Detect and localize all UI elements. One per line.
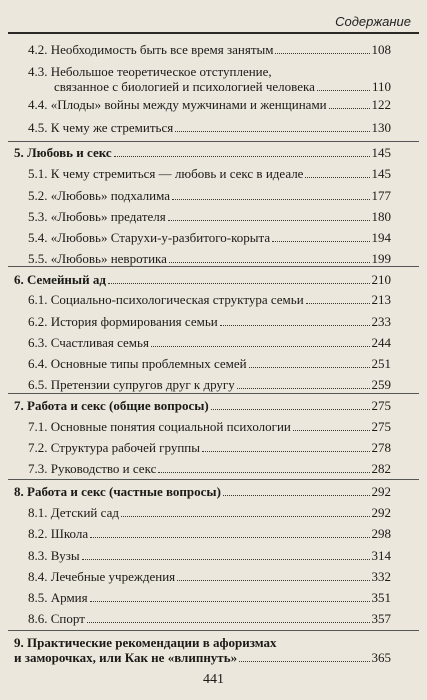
toc-page: 145	[371, 145, 391, 160]
toc-entry	[28, 230, 391, 245]
toc-chapter	[14, 398, 391, 413]
toc-page: 275	[371, 419, 391, 434]
toc-number: 5.5.	[28, 251, 48, 266]
toc-page: 298	[371, 526, 391, 541]
toc-page: 110	[371, 79, 391, 94]
toc-number: 4.5.	[28, 120, 48, 135]
toc-title-line1: Небольшое теоретическое отступление,	[50, 64, 272, 79]
toc-number: 6.	[14, 272, 24, 287]
toc-title: «Любовь» предателя	[50, 209, 166, 224]
toc-title: Социально-психологическая структура семьи	[50, 292, 304, 307]
leader-dots	[329, 108, 370, 109]
toc-entry	[28, 569, 391, 584]
toc-title: История формирования семьи	[50, 314, 218, 329]
toc-page: 122	[371, 97, 391, 112]
toc-chapter	[14, 484, 391, 499]
toc-title: «Любовь» невротика	[50, 251, 167, 266]
toc-number: 5.4.	[28, 230, 48, 245]
section-divider	[8, 266, 419, 267]
toc-page: 233	[371, 314, 391, 329]
toc-chapter	[14, 635, 391, 665]
toc-title: Руководство и секс	[50, 461, 157, 476]
toc-entry	[28, 120, 391, 135]
toc-entry	[28, 611, 391, 626]
toc-number: 6.1.	[28, 292, 48, 307]
toc-title-line1: Практические рекомендации в афоризмах	[27, 635, 277, 650]
toc-number: 8.4.	[28, 569, 48, 584]
toc-page: 251	[371, 356, 391, 371]
toc-title: Счастливая семья	[50, 335, 149, 350]
leader-dots	[202, 451, 370, 452]
leader-dots	[305, 177, 369, 178]
leader-dots	[82, 559, 370, 560]
toc-chapter	[14, 272, 391, 287]
toc-page: 365	[371, 650, 391, 665]
toc-number: 7.	[14, 398, 24, 413]
toc-title: Спорт	[50, 611, 85, 626]
toc-entry	[28, 314, 391, 329]
toc-number: 7.3.	[28, 461, 48, 476]
section-divider	[8, 630, 419, 631]
leader-dots	[151, 346, 370, 347]
toc-title: К чему стремиться — любовь и секс в идеале	[50, 166, 304, 181]
toc-page: 145	[371, 166, 391, 181]
toc-number: 6.3.	[28, 335, 48, 350]
toc-entry	[28, 590, 391, 605]
leader-dots	[272, 241, 369, 242]
section-divider	[8, 393, 419, 394]
leader-dots	[177, 580, 369, 581]
section-divider	[8, 141, 419, 142]
toc-page: 194	[371, 230, 391, 245]
leader-dots	[114, 156, 370, 157]
leader-dots	[90, 537, 369, 538]
toc-title: Необходимость быть все время занятым	[50, 42, 274, 57]
toc-entry	[28, 42, 391, 57]
toc-title-line2: связанное с биологией и психологией человека	[54, 79, 315, 94]
toc-title: «Любовь» Старухи-у-разбитого-корыта	[50, 230, 271, 245]
toc-number: 4.4.	[28, 97, 48, 112]
leader-dots	[121, 516, 370, 517]
toc-entry	[28, 419, 391, 434]
toc-number: 6.2.	[28, 314, 48, 329]
toc-number: 8.3.	[28, 548, 48, 563]
toc-title: Любовь и секс	[27, 145, 112, 160]
toc-title: Лечебные учреждения	[50, 569, 176, 584]
leader-dots	[249, 367, 370, 368]
toc-entry	[28, 188, 391, 203]
leader-dots	[306, 303, 370, 304]
toc-page: 210	[371, 272, 391, 287]
leader-dots	[211, 409, 370, 410]
leader-dots	[275, 53, 369, 54]
toc-chapter	[14, 145, 391, 160]
toc-title: «Плоды» войны между мужчинами и женщинами	[50, 97, 327, 112]
toc-page: 282	[371, 461, 391, 476]
toc-number: 5.1.	[28, 166, 48, 181]
toc-number: 5.	[14, 145, 24, 160]
toc-number: 5.2.	[28, 188, 48, 203]
toc-page: 177	[371, 188, 391, 203]
leader-dots	[108, 283, 370, 284]
toc-number: 4.2.	[28, 42, 48, 57]
toc-page: 199	[371, 251, 391, 266]
toc-title: Школа	[50, 526, 89, 541]
toc-page: 108	[371, 42, 391, 57]
toc-number: 6.5.	[28, 377, 48, 392]
toc-entry	[28, 505, 391, 520]
toc-number: 8.2.	[28, 526, 48, 541]
toc-title: К чему же стремиться	[50, 120, 174, 135]
leader-dots	[293, 430, 370, 431]
toc-title: Структура рабочей группы	[50, 440, 200, 455]
toc-page: 278	[371, 440, 391, 455]
leader-dots	[158, 472, 369, 473]
toc-title: Работа и секс (частные вопросы)	[27, 484, 221, 499]
running-header: Содержание	[335, 14, 411, 29]
toc-entry	[28, 526, 391, 541]
toc-entry	[28, 97, 391, 112]
toc-entry	[28, 209, 391, 224]
leader-dots	[172, 199, 370, 200]
toc-number: 8.1.	[28, 505, 48, 520]
toc-entry	[28, 377, 391, 392]
leader-dots	[317, 90, 370, 91]
toc-entry	[28, 440, 391, 455]
leader-dots	[87, 622, 370, 623]
leader-dots	[90, 601, 370, 602]
leader-dots	[223, 495, 370, 496]
leader-dots	[237, 388, 370, 389]
toc-number: 8.6.	[28, 611, 48, 626]
toc-entry	[28, 335, 391, 350]
leader-dots	[220, 325, 370, 326]
toc-title: Основные типы проблемных семей	[50, 356, 247, 371]
toc-page: 314	[371, 548, 391, 563]
toc-page: 259	[371, 377, 391, 392]
page-number: 441	[203, 672, 224, 687]
toc-entry	[28, 251, 391, 266]
toc-number: 6.4.	[28, 356, 48, 371]
toc-page: 332	[371, 569, 391, 584]
toc-page: 130	[371, 120, 391, 135]
toc-title: Семейный ад	[27, 272, 106, 287]
toc-entry	[28, 461, 391, 476]
toc-page: 292	[371, 484, 391, 499]
toc-page: 213	[371, 292, 391, 307]
section-divider	[8, 479, 419, 480]
toc-entry	[28, 356, 391, 371]
toc-entry	[28, 548, 391, 563]
toc-page: 244	[371, 335, 391, 350]
toc-title-line2: и заморочках, или Как не «влипнуть»	[14, 650, 238, 665]
toc-number: 4.3.	[28, 64, 48, 79]
leader-dots	[169, 262, 370, 263]
toc-title: Армия	[50, 590, 88, 605]
toc-entry	[28, 166, 391, 181]
toc-number: 7.1.	[28, 419, 48, 434]
leader-dots	[168, 220, 370, 221]
toc-title: Претензии супругов друг к другу	[50, 377, 235, 392]
toc-page: 275	[371, 398, 391, 413]
toc-number: 7.2.	[28, 440, 48, 455]
toc-title: Вузы	[50, 548, 80, 563]
toc-title: «Любовь» подхалима	[50, 188, 170, 203]
toc-title: Основные понятия социальной психологии	[50, 419, 291, 434]
toc-number: 9.	[14, 635, 24, 650]
toc-page: 351	[371, 590, 391, 605]
toc-number: 8.5.	[28, 590, 48, 605]
toc-page: 292	[371, 505, 391, 520]
header-rule	[8, 32, 419, 34]
toc-number: 5.3.	[28, 209, 48, 224]
leader-dots	[239, 661, 369, 662]
toc-entry	[28, 64, 391, 94]
leader-dots	[175, 131, 369, 132]
toc-page: 357	[371, 611, 391, 626]
toc-page: 180	[371, 209, 391, 224]
toc-title: Детский сад	[50, 505, 119, 520]
toc-title: Работа и секс (общие вопросы)	[27, 398, 209, 413]
toc-entry	[28, 292, 391, 307]
toc-number: 8.	[14, 484, 24, 499]
